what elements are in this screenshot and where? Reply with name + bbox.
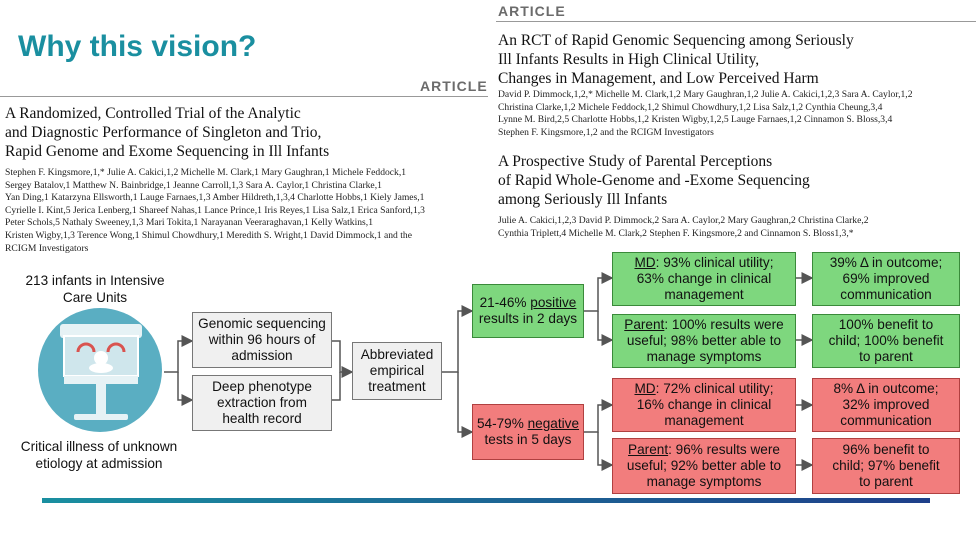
green-md-outcome-box: 39% Δ in outcome; 69% improved communication (812, 252, 960, 306)
green-parent-outcome-box: 100% benefit to child; 100% benefit to parent (812, 314, 960, 368)
paper2-title: An RCT of Rapid Genomic Sequencing among Seriously Ill Infants Results in High Clinical Utility, Changes in Management, and Low Perceived Harm (498, 32, 854, 87)
paper2-authors: David P. Dimmock,1,2,* Michelle M. Clark,1,2 Mary Gaughran,1,2 Julie A. Cakici,1,2,3 Sara A. Caylor,1,2 Christina Clarke,1,2 Michele Feddock,1,2 Shimul Chowdhury,1,2 Lisa Salz,1,2 Cynthia Cheung,3,4 Lynne M. Bird,2,5 Charlotte Hobbs,1,2 Kristen Wigby,1,2,5 Lauge Farnaes,1,2 Cinnamon S. Bloss,3,4 Stephen F. Kingsmore,1,2 and the RCIGM Investigators (498, 89, 913, 138)
paper3-title: A Prospective Study of Parental Perceptions of Rapid Whole-Genome and -Exome Sequencing among Seriously Ill Infants (498, 153, 810, 208)
green-parent-box: Parent: 100% results were useful; 98% better able to manage symptoms (612, 314, 796, 368)
genomic-sequencing-box: Genomic sequencing within 96 hours of admission (192, 312, 332, 368)
bottom-accent-bar (42, 498, 930, 503)
paper3-authors: Julie A. Cakici,1,2,3 David P. Dimmock,2 Sara A. Caylor,2 Mary Gaughran,2 Christina Clarke,2 Cynthia Triplett,4 Michelle M. Clark,2 Stephen F. Kingsmore,2 and Cinnamon S. Bloss1,3,* (498, 215, 869, 239)
green-md-box: MD: 93% clinical utility; 63% change in clinical management (612, 252, 796, 306)
slide-title: Why this vision? (18, 30, 257, 63)
incubator-icon (34, 306, 166, 434)
paper1-article-tag: ARTICLE (420, 78, 488, 94)
red-parent-outcome-box: 96% benefit to child; 97% benefit to parent (812, 438, 960, 494)
phenotype-extraction-box: Deep phenotype extraction from health record (192, 375, 332, 431)
infants-label: 213 infants in Intensive Care Units (25, 273, 165, 305)
paper2-article-tag: ARTICLE (498, 3, 566, 19)
red-md-outcome-box: 8% Δ in outcome; 32% improved communication (812, 378, 960, 432)
treatment-box: Abbreviated empirical treatment (352, 342, 442, 400)
red-md-box: MD: 72% clinical utility; 16% change in clinical management (612, 378, 796, 432)
negative-results-box: 54-79% negative tests in 5 days (472, 404, 584, 460)
positive-results-box: 21-46% positive results in 2 days (472, 284, 584, 338)
paper1-authors: Stephen F. Kingsmore,1,* Julie A. Cakici,1,2 Michelle M. Clark,1 Mary Gaughran,1 Michele Feddock,1 Sergey Batalov,1 Matthew N. Bainbridge,1 Jeanne Carroll,1,3 Sara A. Caylor,1 Christina Clarke,1 Yan Ding,1 Katarzyna Ellsworth,1 Lauge Farnaes,1,3 Amber Hildreth,1,3,4 Charlotte Hobbs,1 Kiely James,1 Cyrielle I. Kint,5 Jerica Lenberg,1 Shareef Nahas,1 Lance Prince,1 Iris Reyes,1 Lisa Salz,1 Erica Sanford,1,3 Peter Schols,5 Nathaly Sweeney,1,3 Mari Tokita,1 Narayanan Veeraraghavan,1 Kelly Watkins,1 Kristen Wigby,1,3 Terence Wong,1 Shimul Chowdhury,1 Meredith S. Wright,1 David Dimmock,1 and the RCIGM Investigators (5, 167, 425, 254)
paper1-title: A Randomized, Controlled Trial of the Analytic and Diagnostic Performance of Singleton and Trio, Rapid Genome and Exome Sequencing in Ill Infants (5, 105, 330, 160)
red-parent-box: Parent: 96% results were useful; 92% better able to manage symptoms (612, 438, 796, 494)
illness-label: Critical illness of unknown etiology at admission (20, 439, 178, 471)
